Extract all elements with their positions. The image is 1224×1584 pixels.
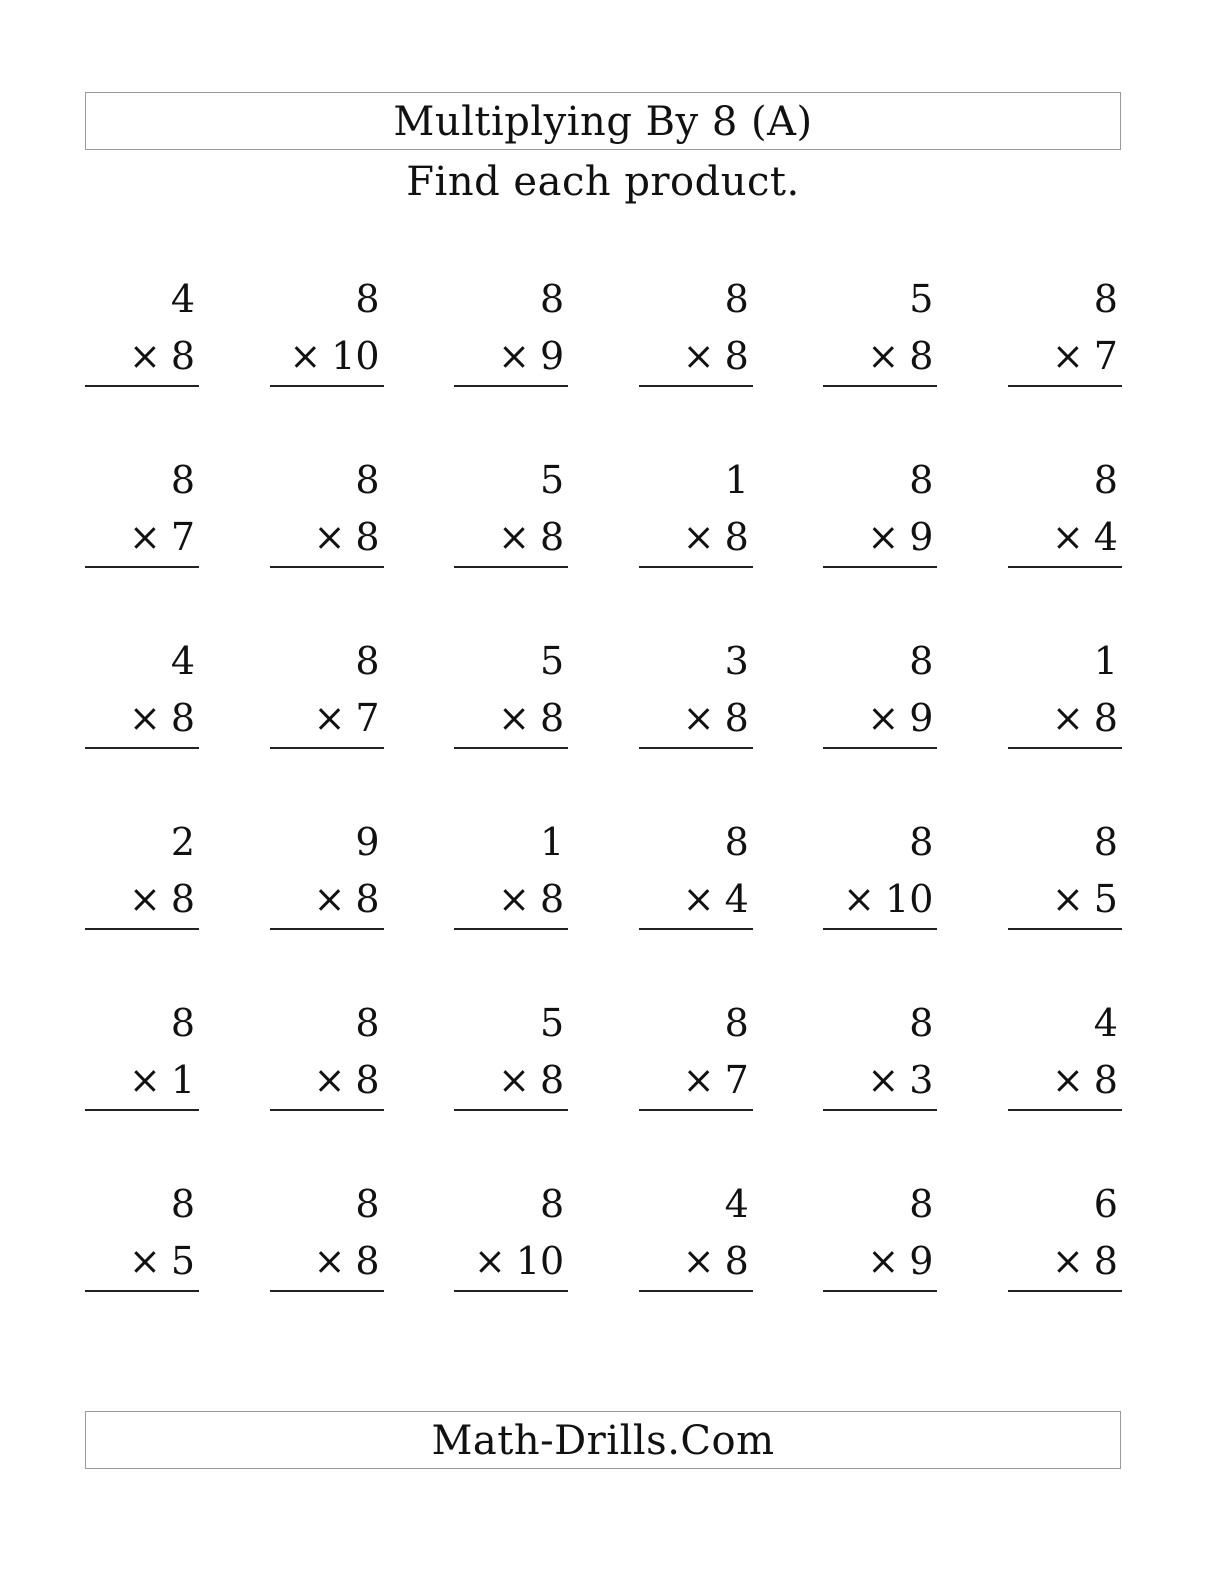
multiplier: 8 [355,877,380,921]
multiplier-row [823,328,937,387]
multiplier-row [270,1052,384,1111]
problem [639,451,753,632]
problem [85,632,199,813]
multiplier-row [85,509,199,568]
multiplier-row [454,1052,568,1111]
multiplicand: 8 [1093,277,1118,321]
problem [823,632,937,813]
problem [823,1175,937,1356]
multiplicand: 8 [170,458,195,502]
multiplier: 5 [1093,877,1118,921]
multiplicand: 4 [1093,1001,1118,1045]
multiplier: 8 [724,1239,749,1283]
times-sign: × [682,515,715,559]
multiplicand: 2 [170,820,195,864]
problem [639,632,753,813]
times-sign: × [128,1058,161,1102]
multiplicand: 8 [909,1001,934,1045]
times-sign: × [1051,1239,1084,1283]
multiplier: 7 [1093,334,1118,378]
footer-box [85,1411,1121,1469]
multiplier-row [639,509,753,568]
times-sign: × [867,334,900,378]
multiplier-row [639,328,753,387]
times-sign: × [1051,334,1084,378]
problem [85,994,199,1175]
problem [1008,270,1122,451]
multiplicand: 5 [540,458,565,502]
problem [85,270,199,451]
times-sign: × [867,1058,900,1102]
problem [1008,632,1122,813]
multiplier: 8 [724,696,749,740]
problem [454,632,568,813]
problem [639,1175,753,1356]
problem [454,994,568,1175]
multiplier-row [85,690,199,749]
times-sign: × [313,877,346,921]
multiplier: 1 [170,1058,195,1102]
problem [1008,1175,1122,1356]
multiplier: 4 [1093,515,1118,559]
multiplicand: 8 [724,820,749,864]
times-sign: × [867,1239,900,1283]
multiplier-row [1008,1052,1122,1111]
multiplicand: 8 [909,1182,934,1226]
multiplier: 8 [1093,1058,1118,1102]
multiplicand: 8 [909,820,934,864]
problem [270,270,384,451]
multiplier-row [270,1233,384,1292]
times-sign: × [682,1058,715,1102]
times-sign: × [843,877,876,921]
problem [639,813,753,994]
multiplier-row [823,509,937,568]
multiplier-row [639,1233,753,1292]
times-sign: × [1051,515,1084,559]
times-sign: × [313,1058,346,1102]
multiplier: 8 [909,334,934,378]
multiplier: 9 [540,334,565,378]
title-box [85,92,1121,150]
problem [270,994,384,1175]
multiplier-row [270,328,384,387]
multiplier-row [823,1052,937,1111]
problem [639,994,753,1175]
multiplier-row [454,328,568,387]
multiplier: 8 [540,1058,565,1102]
multiplicand: 8 [355,277,380,321]
times-sign: × [498,515,530,559]
multiplicand: 3 [724,639,749,683]
multiplier: 9 [909,515,934,559]
multiplicand: 8 [170,1001,195,1045]
multiplier: 10 [331,334,380,378]
times-sign: × [473,1239,506,1283]
multiplier: 8 [540,696,565,740]
multiplicand: 8 [355,458,380,502]
multiplier-row [1008,871,1122,930]
multiplicand: 4 [170,277,195,321]
times-sign: × [313,515,346,559]
multiplier: 8 [724,334,749,378]
problem [85,451,199,632]
multiplicand: 8 [540,277,565,321]
multiplier-row [454,1233,568,1292]
problem [454,451,568,632]
multiplier: 7 [724,1058,749,1102]
multiplicand: 8 [909,458,934,502]
problem-grid [85,270,1122,1356]
multiplier-row [1008,509,1122,568]
times-sign: × [682,696,715,740]
multiplier: 8 [170,696,195,740]
multiplier-row [823,1233,937,1292]
multiplier-row [85,1233,199,1292]
problem [85,1175,199,1356]
multiplicand: 4 [170,639,195,683]
times-sign: × [867,515,900,559]
multiplicand: 8 [909,639,934,683]
times-sign: × [128,877,161,921]
multiplier-row [85,328,199,387]
multiplier: 8 [170,334,195,378]
multiplier-row [270,871,384,930]
times-sign: × [128,696,161,740]
multiplier-row [454,690,568,749]
problem [823,994,937,1175]
times-sign: × [682,334,715,378]
times-sign: × [1051,877,1084,921]
multiplier: 9 [909,1239,934,1283]
multiplicand: 4 [724,1182,749,1226]
multiplier-row [639,690,753,749]
multiplier-row [1008,328,1122,387]
multiplier-row [1008,1233,1122,1292]
times-sign: × [498,877,530,921]
multiplier-row [270,509,384,568]
multiplicand: 5 [540,639,565,683]
times-sign: × [128,334,161,378]
multiplier-row [454,509,568,568]
problem [1008,813,1122,994]
multiplier: 8 [540,877,565,921]
worksheet-title: Multiplying By 8 (A) [393,99,813,145]
problem [454,270,568,451]
problem [85,813,199,994]
times-sign: × [313,1239,346,1283]
problem [270,813,384,994]
multiplicand: 8 [724,277,749,321]
problem [270,632,384,813]
multiplier: 7 [170,515,195,559]
multiplicand: 5 [540,1001,565,1045]
multiplier: 3 [909,1058,934,1102]
instructions: Find each product. [406,159,800,205]
problem [823,270,937,451]
times-sign: × [867,696,900,740]
multiplier: 8 [724,515,749,559]
multiplier: 8 [1093,696,1118,740]
footer-brand: Math-Drills.Com [431,1418,775,1464]
problem [270,451,384,632]
times-sign: × [128,1239,161,1283]
multiplier: 8 [355,515,380,559]
multiplier: 9 [909,696,934,740]
multiplier: 4 [724,877,749,921]
multiplier-row [639,871,753,930]
multiplier: 8 [355,1239,380,1283]
problem [270,1175,384,1356]
multiplicand: 8 [724,1001,749,1045]
times-sign: × [498,696,530,740]
times-sign: × [682,877,715,921]
multiplier: 10 [515,1239,565,1283]
problem [823,813,937,994]
multiplicand: 8 [355,1001,380,1045]
multiplier: 5 [170,1239,195,1283]
multiplier: 8 [170,877,195,921]
problem [639,270,753,451]
multiplier: 7 [355,696,380,740]
multiplicand: 8 [1093,820,1118,864]
times-sign: × [498,334,530,378]
multiplier-row [85,1052,199,1111]
multiplier-row [85,871,199,930]
multiplier-row [639,1052,753,1111]
problem [454,1175,568,1356]
multiplier: 10 [885,877,934,921]
times-sign: × [682,1239,715,1283]
problem [1008,451,1122,632]
times-sign: × [498,1058,530,1102]
multiplier-row [823,690,937,749]
multiplier-row [1008,690,1122,749]
problem [823,451,937,632]
problem [454,813,568,994]
multiplier: 8 [355,1058,380,1102]
times-sign: × [1051,696,1084,740]
times-sign: × [128,515,161,559]
multiplicand: 1 [540,820,565,864]
multiplier: 8 [540,515,565,559]
multiplier-row [823,871,937,930]
multiplier-row [270,690,384,749]
times-sign: × [289,334,322,378]
times-sign: × [313,696,346,740]
multiplier: 8 [1093,1239,1118,1283]
multiplicand: 1 [724,458,749,502]
multiplicand: 1 [1093,639,1118,683]
times-sign: × [1051,1058,1084,1102]
multiplicand: 5 [909,277,934,321]
multiplicand: 8 [540,1182,565,1226]
multiplicand: 6 [1093,1182,1118,1226]
problem [1008,994,1122,1175]
multiplicand: 8 [170,1182,195,1226]
multiplicand: 8 [355,1182,380,1226]
multiplicand: 8 [1093,458,1118,502]
multiplicand: 8 [355,639,380,683]
multiplicand: 9 [355,820,380,864]
multiplier-row [454,871,568,930]
